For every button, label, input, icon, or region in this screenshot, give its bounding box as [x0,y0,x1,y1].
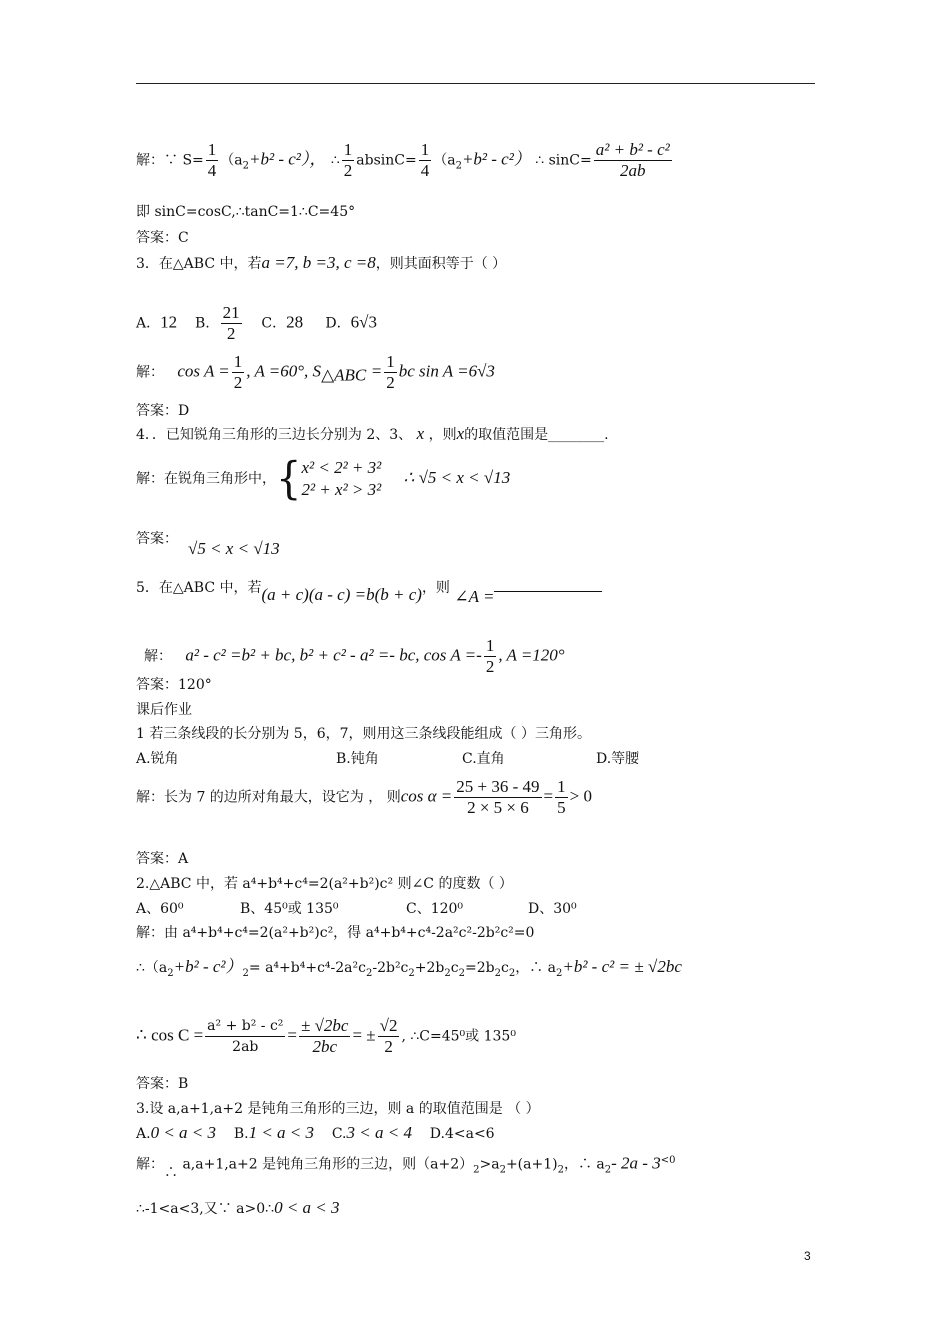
fraction: $\frac{\text{a² + b² - c²}}{2ab}$ [207,1018,284,1055]
line-28 [136,1199,340,1218]
page-number: 3 [804,1249,811,1263]
line-10 [136,530,178,548]
formula: ± √2bc [634,957,682,976]
formula: = ± [352,1025,376,1045]
text: 答案： [136,531,178,547]
line-16-options [136,750,639,768]
option-a: A.锐角 [136,751,179,767]
text: -2b²c [372,960,409,976]
text: ，则其面积等于（ ） [375,256,507,272]
option-c: C、120⁰ [406,901,464,917]
text: ∴ sinC= [535,152,592,169]
formula: > 0 [569,786,592,806]
formula: +b² - c²） [461,149,531,169]
line-3: 答案：C [136,230,189,246]
answer-blank [494,591,602,592]
subscript: 2 [494,967,501,979]
system: x² < 2² + 3² 2² + x² > 3² [301,458,382,499]
fraction: $\frac{1}{2}$ [386,352,395,392]
formula: +b² - c² = [562,957,630,976]
subscript: 2 [499,1164,506,1176]
text: 的取值范围是________. [464,427,609,443]
option-b: B、45⁰或 135⁰ [240,901,339,917]
formula: , A =120° [498,645,565,665]
fraction: $\frac{1}{4}$ [207,140,217,180]
text: 解：在锐角三角形中， [136,471,276,487]
subscript: 2 [242,160,250,172]
line-21: 解：由 a⁴+b⁴+c⁴=2(a²+b²)c²，得 a⁴+b⁴+c⁴-2a²c²-2b²c²=0 [136,925,535,941]
subscript: 2 [557,1164,564,1176]
text: 解： [136,152,164,169]
formula: cos A = [177,361,230,381]
text: ， [563,1156,578,1173]
option-d-label: D． [325,315,351,332]
formula: a² - c² =b² + bc, b² + c² - a² =- bc, cos A =- [185,645,482,665]
formula: bc sin A =6√3 [398,361,495,381]
line-13: 答案：120° [136,677,212,693]
subscript: 2 [167,967,174,979]
line-4 [136,254,506,273]
text: <0 [660,1155,676,1166]
text: 5．在△ABC 中，若 [136,580,262,596]
formula: cos α = [400,786,453,806]
formula: - 2a - 3 [611,1153,661,1173]
option-b-label: B. [194,315,210,332]
subscript: 2 [365,967,373,979]
fraction: $\frac{1}{2}$ [485,636,495,676]
fraction: $\frac{1}{2}$ [343,140,353,180]
option-a: A、60⁰ [136,901,184,917]
option-b-value: $\frac{21}{2}$ [222,303,240,343]
text: , ∴ [401,1028,420,1045]
line-26-options [136,1124,495,1143]
text: ，则 [421,580,450,596]
text: 4．．已知锐角三角形的三边长分别为 2、3、 [136,427,413,443]
option-c-label: C． [261,315,287,332]
text: 解： [144,648,172,665]
fraction: $\frac{1}{5}$ [557,777,566,817]
text: 3．在△ABC 中，若 [136,256,262,272]
fraction: $\frac{1}{2}$ [233,352,243,392]
line-24: 答案：B [136,1076,189,1092]
line-15: 1 若三条线段的长分别为 5，6，7，则用这三条线段能组成（ ）三角形。 [136,726,591,742]
text: ∴ [164,1164,178,1181]
text: 解：长为 7 的边所对角最大，设它为 ， 则 [136,789,401,806]
subscript: 2 [555,967,563,979]
line-22 [136,958,682,983]
option-a-value: 0 < a < 3 [150,1123,217,1142]
fraction: $\frac{1}{4}$ [420,140,430,180]
option-a-label: A. [136,1126,151,1142]
line-8 [136,425,609,444]
option-c-label: C. [331,1126,347,1142]
fraction: $\frac{25 + 36 - 49}{2 \times 5 \times 6}$ [456,777,540,817]
subscript: 2 [444,967,451,979]
option-b-value: 1 < a < 3 [248,1123,315,1142]
formula: a =7, b =3, c =8 [261,253,376,272]
header-rule [136,83,815,84]
option-d: D、30⁰ [528,901,577,917]
text: ∴ [330,152,340,169]
formula: ∴ √5 < x < √13 [403,468,511,487]
subscript: 2 [473,1164,480,1176]
text: ，则 [428,427,457,443]
formula: +b² - c²）， [249,149,327,169]
line-10-answer [188,540,280,559]
option-c: C.直角 [462,751,505,767]
brace: { [276,453,302,505]
formula: ∴ cos C = [136,1025,204,1045]
formula: (a + c)(a - c) =b(b + c) [261,585,422,604]
option-d: D.等腰 [596,751,640,767]
formula: √5 < x < √13 [188,539,280,558]
line-9 [136,453,511,505]
line-11 [136,578,602,606]
subscript: 2 [242,967,249,979]
text: a,a+1,a+2 是钝角三角形的三边，则（a+2） [182,1156,474,1173]
line-2: 即 sinC=cosC,∴tanC=1∴C=45° [136,204,356,220]
option-a-label: A． [136,315,161,332]
option-c-value: 28 [286,312,304,332]
text: +(a+1) [505,1156,558,1173]
fraction: $\frac{\text{a² + b² - c²}}{2ab}$ [595,140,670,180]
text: ∵ S= [164,152,204,169]
line-18: 答案：A [136,851,189,867]
fraction: $\frac{\pm √2bc}{2bc}$ [301,1016,349,1056]
option-d: D.4<a<6 [429,1126,495,1142]
line-12 [144,636,565,677]
line-7: 答案：D [136,403,190,419]
subscript: 2 [408,967,415,979]
line-23 [136,1016,516,1057]
variable: x [416,424,425,443]
variable: x [456,424,465,443]
text: （a [220,152,243,169]
option-b: B.钝角 [336,751,379,767]
formula: = [287,1025,297,1045]
formula: , A =60°, S [246,361,322,381]
text: ∴（a [136,960,168,976]
line-19: 2.△ABC 中，若 a⁴+b⁴+c⁴=2(a²+b²)c² 则∠C 的度数（ ） [136,876,513,892]
fraction: $\frac{√2}{2}$ [379,1016,398,1056]
text: = a⁴+b⁴+c⁴-2a²c [248,960,366,976]
line-20-options [136,900,577,918]
subscript: 2 [508,967,516,979]
text: ∴ a [577,1156,605,1173]
option-c-value: 3 < a < 4 [346,1123,412,1142]
line-17 [136,777,592,818]
formula: = [543,786,554,806]
text: absinC= [356,152,417,169]
text: C=45⁰或 135⁰ [419,1028,516,1045]
text: >a [479,1156,500,1173]
subscript: 2 [458,967,465,979]
text: （a [433,152,456,169]
formula: 0 < a < 3 [274,1198,340,1217]
option-b-label: B. [233,1126,249,1142]
formula: = [370,361,383,381]
formula: ∠A = [454,587,495,606]
subscript: 2 [604,1164,612,1176]
line-1 [136,140,674,181]
line-27 [136,1152,675,1179]
text: ，∴ a [515,960,556,976]
text: c [450,960,459,976]
option-a-value: 12 [160,312,178,332]
formula: +b² - c²） [173,957,243,976]
subscript: 2 [455,160,462,172]
text: =2b [464,960,495,976]
text: 解： [136,1156,164,1173]
line-14: 课后作业 [136,702,192,718]
subscript: △ABC [321,365,367,385]
text: 解： [136,364,164,381]
option-d-value: 6√3 [350,312,377,332]
text: +2b [414,960,445,976]
line-5-options [136,303,377,344]
text: c [500,960,509,976]
text: ∴-1<a<3,又∵ a>0∴ [136,1201,275,1217]
line-25: 3.设 a,a+1,a+2 是钝角三角形的三边，则 a 的取值范围是 （ ） [136,1101,540,1117]
line-6 [136,352,495,393]
